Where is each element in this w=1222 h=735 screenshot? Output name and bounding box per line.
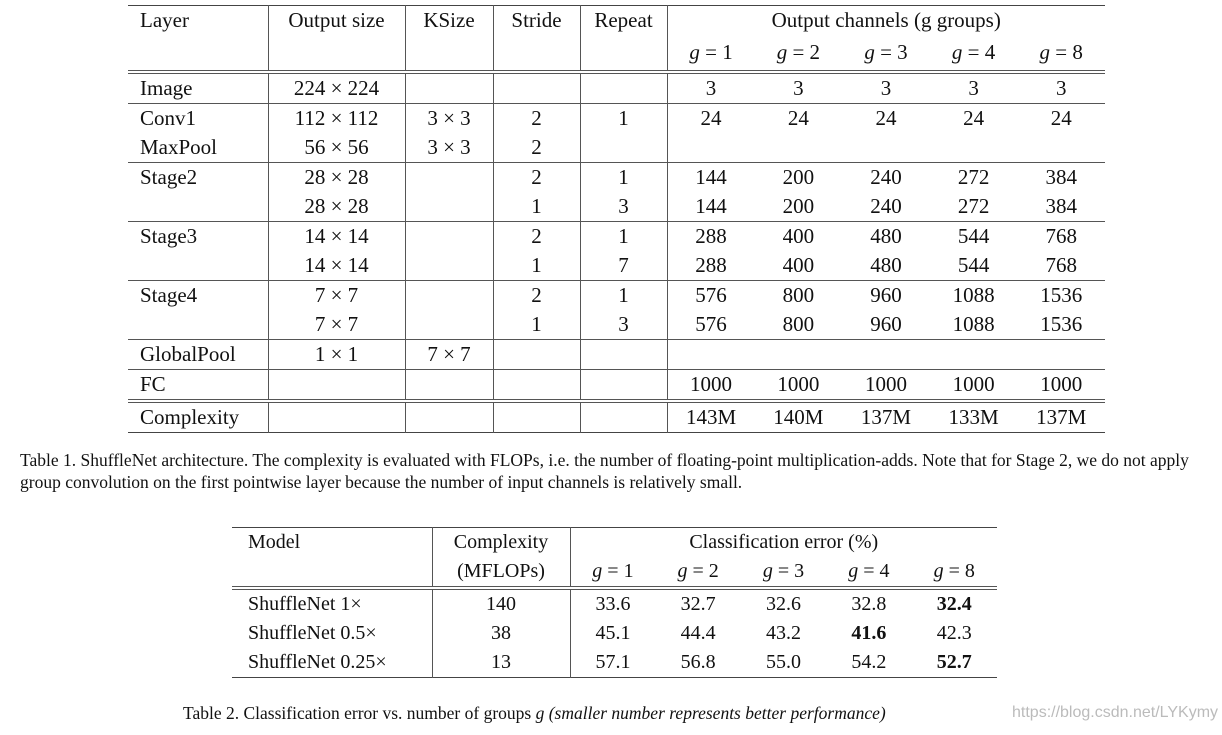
stride-cell: 2 (493, 281, 580, 311)
channels-cell: 24 (700, 106, 722, 130)
layer-cell: Stage2 (128, 163, 268, 193)
channels-cell: 1000 (1017, 370, 1105, 402)
header-repeat: Repeat (580, 6, 667, 73)
error-cell (826, 619, 911, 648)
caption-note: (smaller number represents better performance) (548, 703, 886, 723)
channels-cell: 140M (773, 405, 824, 429)
table-row (128, 192, 1105, 222)
channels-cell: 200 (782, 165, 815, 189)
channels-cell: 24 (963, 106, 985, 130)
channels-cell (842, 340, 930, 370)
group-label: g = 4 (826, 557, 911, 588)
channels-cell: 800 (782, 283, 815, 307)
group-label: g = 8 (912, 557, 997, 588)
header-ksize: KSize (405, 6, 493, 73)
stride-cell: 1 (493, 310, 580, 340)
channels-cell: 3 (1017, 72, 1105, 104)
stride-cell: 2 (493, 163, 580, 193)
channels-cell: 768 (1017, 251, 1105, 281)
group-label: g = 2 (655, 557, 740, 588)
ksize-cell: 7 × 7 (405, 340, 493, 370)
layer-cell: Image (128, 72, 268, 104)
channels-cell: 3 (842, 72, 930, 104)
stride-cell (493, 72, 580, 104)
repeat-cell: 1 (580, 104, 667, 134)
error-cell: 54.2 (851, 651, 887, 673)
error-cell: 44.4 (680, 622, 716, 644)
output-size-cell: 14 × 14 (268, 251, 405, 281)
table-row (128, 310, 1105, 340)
complexity-cell: 140 (432, 588, 570, 619)
best-error-value: 52.7 (936, 651, 972, 673)
ksize-cell (405, 370, 493, 402)
channels-cell: 384 (1017, 192, 1105, 222)
table-row (128, 222, 1105, 252)
table1-caption: Table 1. ShuffleNet architecture. The complexity is evaluated with FLOPs, i.e. the number of floating-point multiplication-adds. Note that for Stage 2, we do not apply group convolution on the first pointwise layer because the number of input channels is relatively small. (20, 450, 1189, 492)
channels-cell: 240 (842, 192, 930, 222)
channels-cell: 480 (842, 251, 930, 281)
group-label: g = 3 (842, 34, 930, 72)
error-cell: 42.3 (936, 622, 972, 644)
complexity-cell: 38 (432, 619, 570, 648)
error-cell: 43.2 (765, 622, 801, 644)
group-label: g = 2 (755, 34, 843, 72)
layer-cell (128, 251, 268, 281)
ksize-cell: 3 × 3 (405, 133, 493, 163)
channels-cell: 1000 (755, 370, 843, 402)
channels-cell: 400 (782, 224, 815, 248)
group-label: g = 1 (570, 557, 655, 588)
header-output-size: Output size (268, 6, 405, 73)
ksize-cell (405, 222, 493, 252)
best-error-value: 41.6 (851, 622, 887, 644)
repeat-cell (580, 133, 667, 163)
channels-cell: 1088 (952, 283, 995, 307)
stride-cell: 2 (493, 104, 580, 134)
model-cell: ShuffleNet 0.5× (232, 619, 432, 648)
table-row (128, 251, 1105, 281)
repeat-cell (580, 340, 667, 370)
channels-cell: 768 (1045, 224, 1077, 248)
error-cell: 55.0 (765, 651, 801, 673)
repeat-cell: 1 (580, 281, 667, 311)
architecture-table (128, 5, 1105, 433)
table2-caption (183, 702, 886, 724)
channels-cell (1017, 340, 1105, 370)
model-cell: ShuffleNet 0.25× (232, 648, 432, 678)
layer-cell: Stage4 (128, 281, 268, 311)
channels-cell: 144 (667, 192, 755, 222)
output-size-cell: 112 × 112 (268, 104, 405, 134)
channels-cell: 288 (667, 251, 755, 281)
table-row (232, 648, 997, 678)
group-label: g = 1 (667, 34, 755, 72)
output-size-cell: 14 × 14 (268, 222, 405, 252)
output-size-cell (268, 370, 405, 402)
output-size-cell: 28 × 28 (268, 192, 405, 222)
ksize-cell (405, 72, 493, 104)
table-row (128, 281, 1105, 311)
complexity-cell: 13 (432, 648, 570, 678)
table-row (128, 72, 1105, 104)
repeat-cell: 3 (580, 310, 667, 340)
channels-cell: 544 (957, 224, 990, 248)
repeat-cell (580, 370, 667, 402)
channels-cell: 24 (1050, 106, 1072, 130)
header-output-channels: Output channels (g groups) (771, 8, 1001, 32)
header-classification-error: Classification error (%) (689, 531, 879, 553)
channels-cell (1017, 133, 1105, 163)
layer-cell: MaxPool (128, 133, 268, 163)
channels-cell: 960 (842, 310, 930, 340)
stride-cell (493, 401, 580, 433)
group-label: g = 8 (1017, 34, 1105, 72)
stride-cell (493, 370, 580, 402)
channels-cell: 576 (695, 283, 727, 307)
channels-cell (755, 340, 843, 370)
channels-cell (755, 133, 843, 163)
error-cell (912, 588, 997, 619)
channels-cell (667, 133, 755, 163)
channels-cell: 272 (930, 192, 1018, 222)
stride-cell: 1 (493, 192, 580, 222)
header-row (128, 6, 1105, 35)
layer-cell: GlobalPool (128, 340, 268, 370)
error-cell: 32.6 (765, 593, 801, 615)
error-cell: 57.1 (595, 651, 631, 673)
layer-cell: Conv1 (128, 104, 268, 134)
header-model: Model (232, 528, 432, 589)
channels-cell: 480 (870, 224, 902, 248)
stride-cell: 1 (493, 251, 580, 281)
repeat-cell: 3 (580, 192, 667, 222)
header-complexity-unit: (MFLOPs) (432, 557, 570, 588)
output-size-cell: 1 × 1 (268, 340, 405, 370)
ksize-cell (405, 163, 493, 193)
repeat-cell: 7 (580, 251, 667, 281)
table-row (128, 370, 1105, 402)
repeat-cell (580, 72, 667, 104)
channels-cell: 1000 (842, 370, 930, 402)
error-cell: 32.8 (851, 593, 887, 615)
output-size-cell: 224 × 224 (268, 72, 405, 104)
error-cell: 32.7 (680, 593, 716, 615)
layer-cell: FC (128, 370, 268, 402)
layer-cell (128, 192, 268, 222)
error-cell: 45.1 (595, 622, 631, 644)
channels-cell (842, 133, 930, 163)
stride-cell (493, 340, 580, 370)
table-row (128, 133, 1105, 163)
layer-cell: Complexity (128, 401, 268, 433)
watermark: https://blog.csdn.net/LYKymy (1012, 704, 1219, 721)
repeat-cell (580, 401, 667, 433)
channels-cell: 133M (948, 405, 999, 429)
channels-cell: 137M (1036, 405, 1087, 429)
output-size-cell: 28 × 28 (268, 163, 405, 193)
channels-cell: 1000 (667, 370, 755, 402)
channels-cell: 384 (1045, 165, 1077, 189)
error-cell: 33.6 (595, 593, 631, 615)
channels-cell (930, 133, 1018, 163)
error-cell: 56.8 (680, 651, 716, 673)
channels-cell: 288 (695, 224, 727, 248)
channels-cell: 576 (667, 310, 755, 340)
classification-error-table (232, 527, 997, 678)
best-error-value: 32.4 (936, 593, 972, 615)
header-layer: Layer (128, 6, 268, 73)
ksize-cell (405, 401, 493, 433)
ksize-cell: 3 × 3 (405, 104, 493, 134)
table-row (232, 588, 997, 619)
channels-cell: 3 (667, 72, 755, 104)
ksize-cell (405, 281, 493, 311)
table-row (128, 340, 1105, 370)
header-stride: Stride (493, 6, 580, 73)
layer-cell (128, 310, 268, 340)
channels-cell (667, 340, 755, 370)
layer-cell: Stage3 (128, 222, 268, 252)
table-row (128, 401, 1105, 433)
group-label: g = 4 (930, 34, 1018, 72)
channels-cell: 137M (860, 405, 912, 429)
channels-cell: 24 (875, 106, 897, 130)
table-row (128, 104, 1105, 134)
output-size-cell: 7 × 7 (268, 310, 405, 340)
channels-cell: 1536 (1040, 283, 1083, 307)
caption-text: Table 2. Classification error vs. number of groups (183, 703, 536, 723)
ksize-cell (405, 192, 493, 222)
error-cell (912, 648, 997, 678)
ksize-cell (405, 251, 493, 281)
group-label: g = 3 (741, 557, 826, 588)
stride-cell: 2 (493, 133, 580, 163)
channels-cell: 144 (695, 165, 727, 189)
channels-cell: 240 (870, 165, 902, 189)
table-row (232, 619, 997, 648)
output-size-cell: 7 × 7 (268, 281, 405, 311)
channels-cell: 200 (755, 192, 843, 222)
output-size-cell: 56 × 56 (268, 133, 405, 163)
channels-cell: 3 (755, 72, 843, 104)
channels-cell: 1088 (930, 310, 1018, 340)
channels-cell: 800 (755, 310, 843, 340)
model-cell: ShuffleNet 1× (232, 588, 432, 619)
repeat-cell: 1 (580, 163, 667, 193)
channels-cell: 1536 (1017, 310, 1105, 340)
channels-cell: 143M (685, 405, 737, 429)
channels-cell (930, 340, 1018, 370)
header-row (232, 528, 997, 558)
ksize-cell (405, 310, 493, 340)
channels-cell: 544 (930, 251, 1018, 281)
channels-cell: 272 (957, 165, 990, 189)
channels-cell: 3 (930, 72, 1018, 104)
channels-cell: 1000 (930, 370, 1018, 402)
stride-cell: 2 (493, 222, 580, 252)
channels-cell: 24 (787, 106, 809, 130)
output-size-cell (268, 401, 405, 433)
channels-cell: 960 (870, 283, 902, 307)
table-row (128, 163, 1105, 193)
caption-variable: g (535, 703, 545, 723)
header-complexity: Complexity (432, 528, 570, 558)
channels-cell: 400 (755, 251, 843, 281)
repeat-cell: 1 (580, 222, 667, 252)
